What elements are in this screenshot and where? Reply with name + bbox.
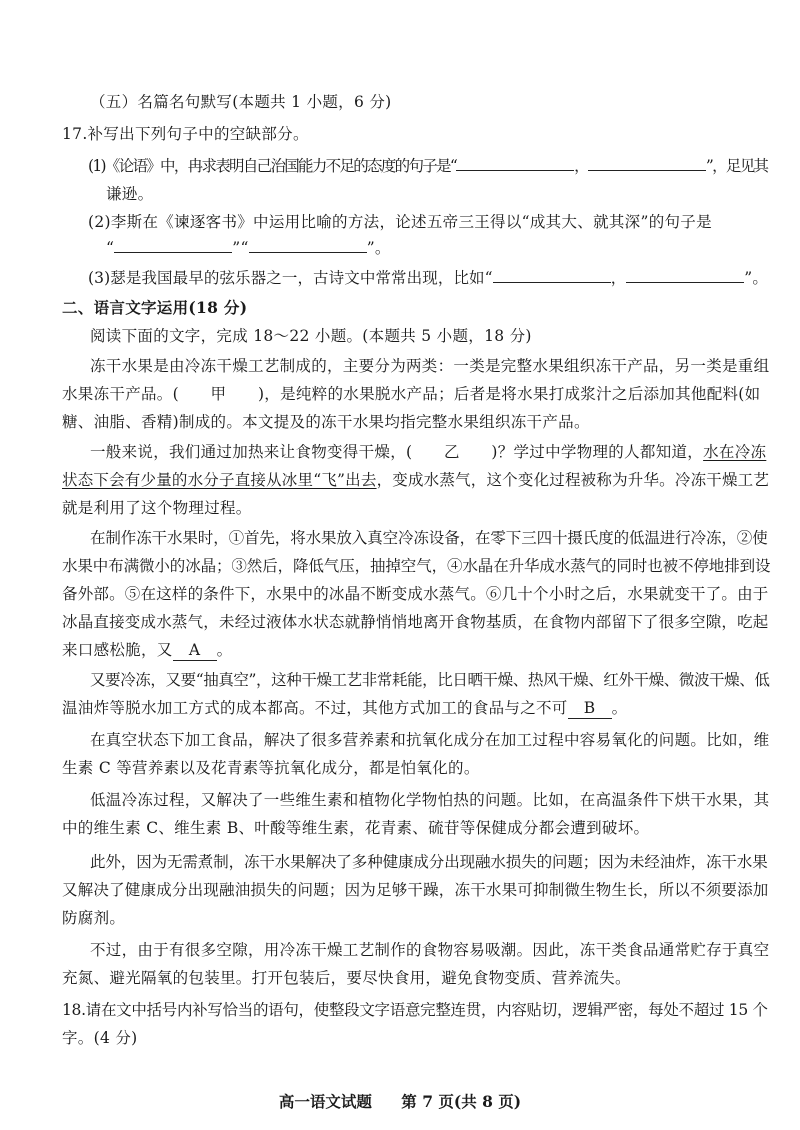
paragraph-line: 状态下会有少量的水分子直接从冰里“飞”出去，变成水蒸气，这个变化过程被称为升华。冷冻干燥工艺: [62, 471, 770, 489]
paragraph-line: 低温冷冻过程，又解决了一些维生素和植物化学物怕热的问题。比如，在高温条件下烘干水果，其: [90, 791, 770, 809]
paragraph-line: 防腐剂。: [62, 909, 126, 927]
underlined-text: 状态下会有少量的水分子直接从冰里“飞”出去: [62, 471, 377, 489]
paragraph-line: 充氮、避光隔氧的包装里。打开包装后，要尽快食用，避免食物变质、营养流失。: [62, 969, 631, 987]
paragraph-line: 水果冻干产品。( 甲 )，是纯粹的水果脱水产品；后者是将水果打成浆汁之后添加其他配料(如: [62, 385, 761, 403]
q17-item2: (2)李斯在《谏逐客书》中运用比喻的方法，论述五帝三王得以“成其大、就其深”的句子是: [88, 213, 712, 231]
section2-heading: 二、语言文字运用(18 分): [62, 298, 248, 317]
paragraph-line: 在制作冻干水果时，①首先，将水果放入真空冷冻设备，在零下三四十摄氏度的低温进行冷冻，②使: [90, 529, 768, 547]
paragraph-line: 备外部。⑤在这样的条件下，水果中的冰晶不断变成水蒸气。⑥几十个小时之后，水果就变干了。由于: [62, 585, 769, 603]
paragraph-line: 又要冷冻，又要“抽真空”，这种干燥工艺非常耗能，比日晒干燥、热风干燥、红外干燥、微波干燥、低: [90, 671, 770, 689]
underlined-text: 水在冷冻: [703, 443, 767, 461]
paragraph-line: 又解决了健康成分出现融油损失的问题；因为足够干躁，冻干水果可抑制微生物生长，所以不须要添加: [62, 881, 769, 899]
q18-stem: 18.请在文中括号内补写恰当的语句，使整段文字语意完整连贯，内容贴切，逻辑严密，每处不超过 15 个: [62, 1001, 768, 1019]
answer-blank[interactable]: [626, 268, 744, 283]
paragraph-line: 冰晶直接变成水蒸气，未经过液体水状态就静悄悄地离开食物基质，在食物内部留下了很多空隙，吃起: [62, 613, 769, 631]
paragraph-line: 就是利用了这个物理过程。: [62, 499, 252, 517]
paragraph-line: 此外，因为无需煮制，冻干水果解决了多种健康成分出现融水损失的问题；因为未经油炸，冻干水果: [90, 853, 768, 871]
paragraph-line: 来口感松脆，又 A 。: [62, 641, 233, 659]
answer-blank[interactable]: [456, 156, 574, 171]
exam-title: 高一语文试题: [278, 1092, 372, 1111]
paragraph-line: 水果中布满微小的冰晶；③然后，降低气压，抽掉空气，④水晶在升华成水蒸气的同时也被不停地排到设: [62, 557, 771, 575]
paragraph-line: 糖、油脂、香精)制成的。本文提及的冻干水果均指完整水果组织冻干产品。: [62, 413, 590, 431]
q17-stem: 17.补写出下列句子中的空缺部分。: [62, 125, 309, 143]
answer-blank[interactable]: [249, 238, 367, 253]
answer-blank[interactable]: [493, 268, 611, 283]
paragraph-line: 生素 C 等营养素以及花青素等抗氧化成分，都是怕氧化的。: [62, 759, 480, 777]
q17-item1: (1)《论语》中，冉求表明自己治国能力不足的态度的句子是“ ， ”，足见其: [88, 157, 768, 175]
q17-item3: (3)瑟是我国最早的弦乐器之一，古诗文中常常出现，比如“ ， ”。: [88, 269, 768, 287]
paragraph-line: 温油炸等脱水加工方式的成本都高。不过，其他方式加工的食品与之不可 B 。: [62, 699, 628, 717]
paragraph-line: 一般来说，我们通过加热来让食物变得干燥，( 乙 )？学过中学物理的人都知道，水在冷冻: [90, 443, 767, 461]
page-footer: [0, 1090, 800, 1112]
reading-intro: 阅读下面的文字，完成 18～22 小题。(本题共 5 小题，18 分): [90, 327, 532, 345]
fill-blank-a[interactable]: A: [173, 640, 217, 661]
page-number: 第 7 页(共 8 页): [401, 1092, 522, 1111]
fill-blank-b[interactable]: B: [568, 698, 612, 719]
section5-heading: （五）名篇名句默写(本题共 1 小题，6 分): [90, 93, 392, 111]
q18-stem-cont: 字。(4 分): [62, 1029, 138, 1047]
answer-blank[interactable]: [114, 238, 232, 253]
paragraph-line: 冻干水果是由冷冻干燥工艺制成的，主要分为两类：一类是完整水果组织冻干产品，另一类是重组: [90, 357, 770, 375]
q17-item2-cont: “ ”“ ”。: [106, 239, 391, 257]
paragraph-line: 在真空状态下加工食品，解决了很多营养素和抗氧化成分在加工过程中容易氧化的问题。比如，维: [90, 731, 770, 749]
q17-item1-cont: 谦逊。: [106, 185, 154, 203]
answer-blank[interactable]: [588, 156, 706, 171]
paragraph-line: 中的维生素 C、维生素 B、叶酸等维生素，花青素、硫苷等保健成分都会遭到破坏。: [62, 819, 650, 837]
paragraph-line: 不过，由于有很多空隙，用冷冻干燥工艺制作的食物容易吸潮。因此，冻干类食品通常贮存于真空: [90, 941, 770, 959]
